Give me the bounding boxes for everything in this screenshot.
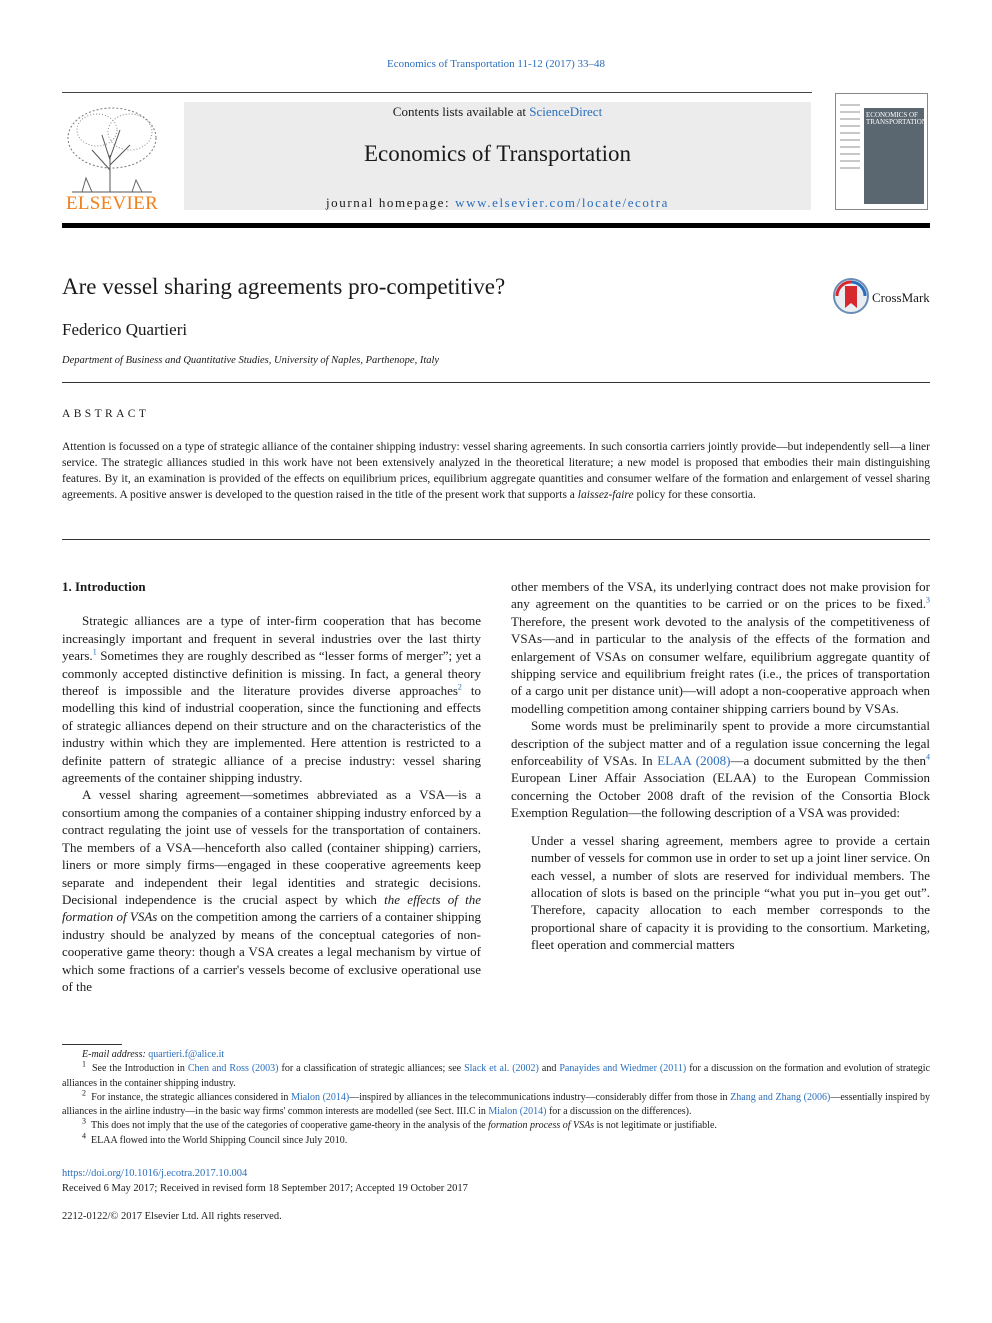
footnote-ref-1[interactable]: 1 [92,647,97,657]
cover-title: ECONOMICS OF TRANSPORTATION [866,111,927,126]
cover-side-strip [840,104,860,184]
journal-homepage-line [184,195,811,211]
text-run: for a classification of strategic alliances; see [278,1063,465,1075]
footnote-number: 3 [82,1117,86,1127]
block-quote [531,832,930,954]
journal-title: Economics of Transportation [363,141,632,166]
publisher-wordmark: ELSEVIER [65,193,159,214]
footnote-ref-4[interactable]: 4 [925,752,930,762]
abstract-italic: laissez-faire [577,489,634,501]
abstract-part-1: Attention is focussed on a type of strategic alliance of the container shipping industry: vessel sharing agreements. In such consortia carriers jointly provide—but independently sell—a liner service. The strategic alliances studied in this work have not been extensively analyzed in the theoretical literature; a new model is proposed that embodies their main distinguishing features. By it, an examination is provided of the effects on equilibrium prices, equilibrium aggregate quantities and consumer welfare of the formation and enlargement of vessel sharing agreements. A positive answer is developed to the question raised in the title of the present work that supports a [62,441,930,501]
text-run: ELAA flowed into the World Shipping Council since July 2010. [91,1134,348,1146]
paragraph [511,717,930,821]
paragraph [62,786,481,995]
text-run: to modelling this kind of industrial cooperation, since the functioning and effects of strategic alliances depend on their structure and on the characteristics of the industry within which they are implemented. Here attention is restricted to a definite pattern of strategic alliance of a precise industry: vessel sharing agreements of the container shipping industry. [62,683,481,786]
footnote-number: 1 [82,1059,86,1069]
footnote-rule [62,1044,122,1045]
doi-link[interactable]: https://doi.org/10.1016/j.ecotra.2017.10.004 [62,1168,248,1179]
quote-text: Under a vessel sharing agreement, members agree to provide a certain number of vessels for common use in order to set up a joint liner service. On each vessel, a number of slots are reserved for individual members. The allocation of slots is based on the principle “what you put in–you get out”. Therefore, capacity allocation to each member corresponds to the proportional share of capacity it is providing to the consortium. Marketing, fleet operation and commercial matters [531,832,930,953]
text-run: Some words must be preliminarily spent to provide a more circumstantial description of the subject matter and of a regulation issue concerning the legal enforceability of VSAs. In [511,718,930,769]
contents-line [184,104,811,120]
footnote-1 [62,1059,931,1091]
text-run: For instance, the strategic alliances considered in [91,1091,292,1103]
text-run: —essentially inspired by alliances in the airline industry—in the basic way firms' common interests are modelled (see Sect. III.C in [62,1091,931,1118]
citation-link[interactable]: Panayides and Wiedmer (2011) [559,1063,687,1075]
text-run: Therefore, the present work devoted to the analysis of the competitiveness of VSAs—and in particular to the analysis of the effects of the formation and enlargement of VSAs on consumer welfare, equilibrium aggregate quantity of shipping service and equilibrium freight rates (i.e., the prices of transportation of a cargo unit per distance unit)—will adopt a non-cooperative approach when modelling competition among container shipping carriers bound by VSAs. [511,613,930,716]
email-line [62,1048,930,1062]
italic-run: the effects of the formation of VSAs [62,891,481,925]
journal-cover-thumbnail[interactable] [835,93,928,210]
section-heading: 1. Introduction [62,579,146,594]
crossmark-icon[interactable] [833,278,869,314]
paragraph [511,578,930,717]
text-run: for a discussion on the differences). [546,1106,692,1118]
text-run: —inspired by alliances in the telecommunications industry—considerably differ from those in [349,1091,731,1103]
citation-link[interactable]: Slack et al. (2002) [464,1063,539,1075]
author-affiliation: Department of Business and Quantitative Studies, University of Naples, Parthenope, Italy [62,355,440,366]
footnote-number: 2 [82,1088,86,1098]
homepage-prefix: journal homepage: [325,195,456,210]
footnotes [62,1048,930,1148]
text-run: See the Introduction in [92,1063,188,1075]
body-left-column [62,578,481,995]
email-label: E-mail address: [82,1049,149,1060]
contents-prefix: Contents lists available at [392,104,530,119]
text-run: for a discussion on the formation and evolution of strategic alliances in the container shipping industry. [62,1063,931,1089]
sciencedirect-link[interactable]: ScienceDirect [529,104,603,119]
text-run: —a document submitted by the then [730,753,926,769]
author-name: Federico Quartieri [62,320,188,339]
abstract-part-2: policy for these consortia. [633,489,756,501]
text-run: is not legitimate or justifiable. [594,1120,717,1132]
received-dates: Received 6 May 2017; Received in revised form 18 September 2017; Accepted 19 October 2017 [62,1183,468,1194]
citation-link[interactable]: Zhang and Zhang (2006) [730,1091,831,1103]
citation-link[interactable]: Mialon (2014) [291,1091,350,1103]
article-title: Are vessel sharing agreements pro-competitive? [62,274,506,299]
paragraph [62,612,481,786]
abstract-top-rule [62,382,930,383]
citation-link[interactable]: Mialon (2014) [488,1106,547,1118]
header-thick-rule [62,223,930,228]
email-link[interactable]: quartieri.f@alice.it [148,1049,225,1060]
text-run: Sometimes they are roughly described as “lesser forms of merger”; yet a commonly accepted distinctive definition is missing. In fact, a general theory thereof is impossible and the literature provides diverse approaches [62,648,481,699]
copyright-line: 2212-0122/© 2017 Elsevier Ltd. All rights reserved. [62,1211,282,1222]
footnote-2 [62,1088,931,1120]
italic-run: formation process of VSAs [488,1120,595,1132]
citation-link[interactable]: ELAA (2008) [657,753,731,769]
text-run: This does not imply that the use of the categories of cooperative game-theory in the analysis of the [91,1120,489,1132]
text-run: other members of the VSA, its underlying contract does not make provision for any agreement on the quantities to be carried or on the prices to be fixed. [511,579,930,612]
text-run: European Liner Affair Association (ELAA) to the European Commission concerning the October 2008 draft of the revision of the Consortia Block Exemption Regulation—the following description of a VSA was provided: [511,770,930,821]
footnote-ref-2[interactable]: 2 [457,682,462,692]
crossmark-label[interactable]: CrossMark [872,290,930,305]
text-run: A vessel sharing agreement—sometimes abbreviated as a VSA—is a consortium among the companies of a container shipping industry enforced by a contract regulating the joint use of vessels for the transportation of containers. The members of a VSA—henceforth also called (container shipping) carriers, liners or more simply firms—engaged in these cooperative agreements keep separate and independent their legal identities and strategic decisions. Decisional independence is the crucial aspect by which [62,787,481,907]
journal-reference[interactable]: Economics of Transportation 11-12 (2017) 33–48 [386,58,606,70]
abstract-bottom-rule [62,539,930,540]
homepage-link[interactable]: www.elsevier.com/locate/ecotra [455,195,670,210]
footnote-4 [62,1131,930,1148]
text-run: and [538,1063,560,1075]
text-run: on the competition among the carriers of a container shipping industry should be analyzed by means of the conceptual categories of non-cooperative game theory: though a VSA creates a legal mechanism by virtue of which some fractions of a carrier's vessels become of exclusive operational use of the [62,909,481,994]
text-run: Strategic alliances are a type of inter-firm cooperation that has become increasingly important and frequent in several industries over the last thirty years. [62,613,481,664]
header-top-rule [62,92,812,93]
footnote-number: 4 [82,1131,86,1141]
body-right-column [511,578,930,954]
citation-link[interactable]: Chen and Ross (2003) [187,1063,279,1075]
abstract-heading: ABSTRACT [62,408,150,420]
footnote-3 [62,1119,930,1133]
footnote-ref-3[interactable]: 3 [926,596,930,606]
abstract-text [62,439,930,503]
